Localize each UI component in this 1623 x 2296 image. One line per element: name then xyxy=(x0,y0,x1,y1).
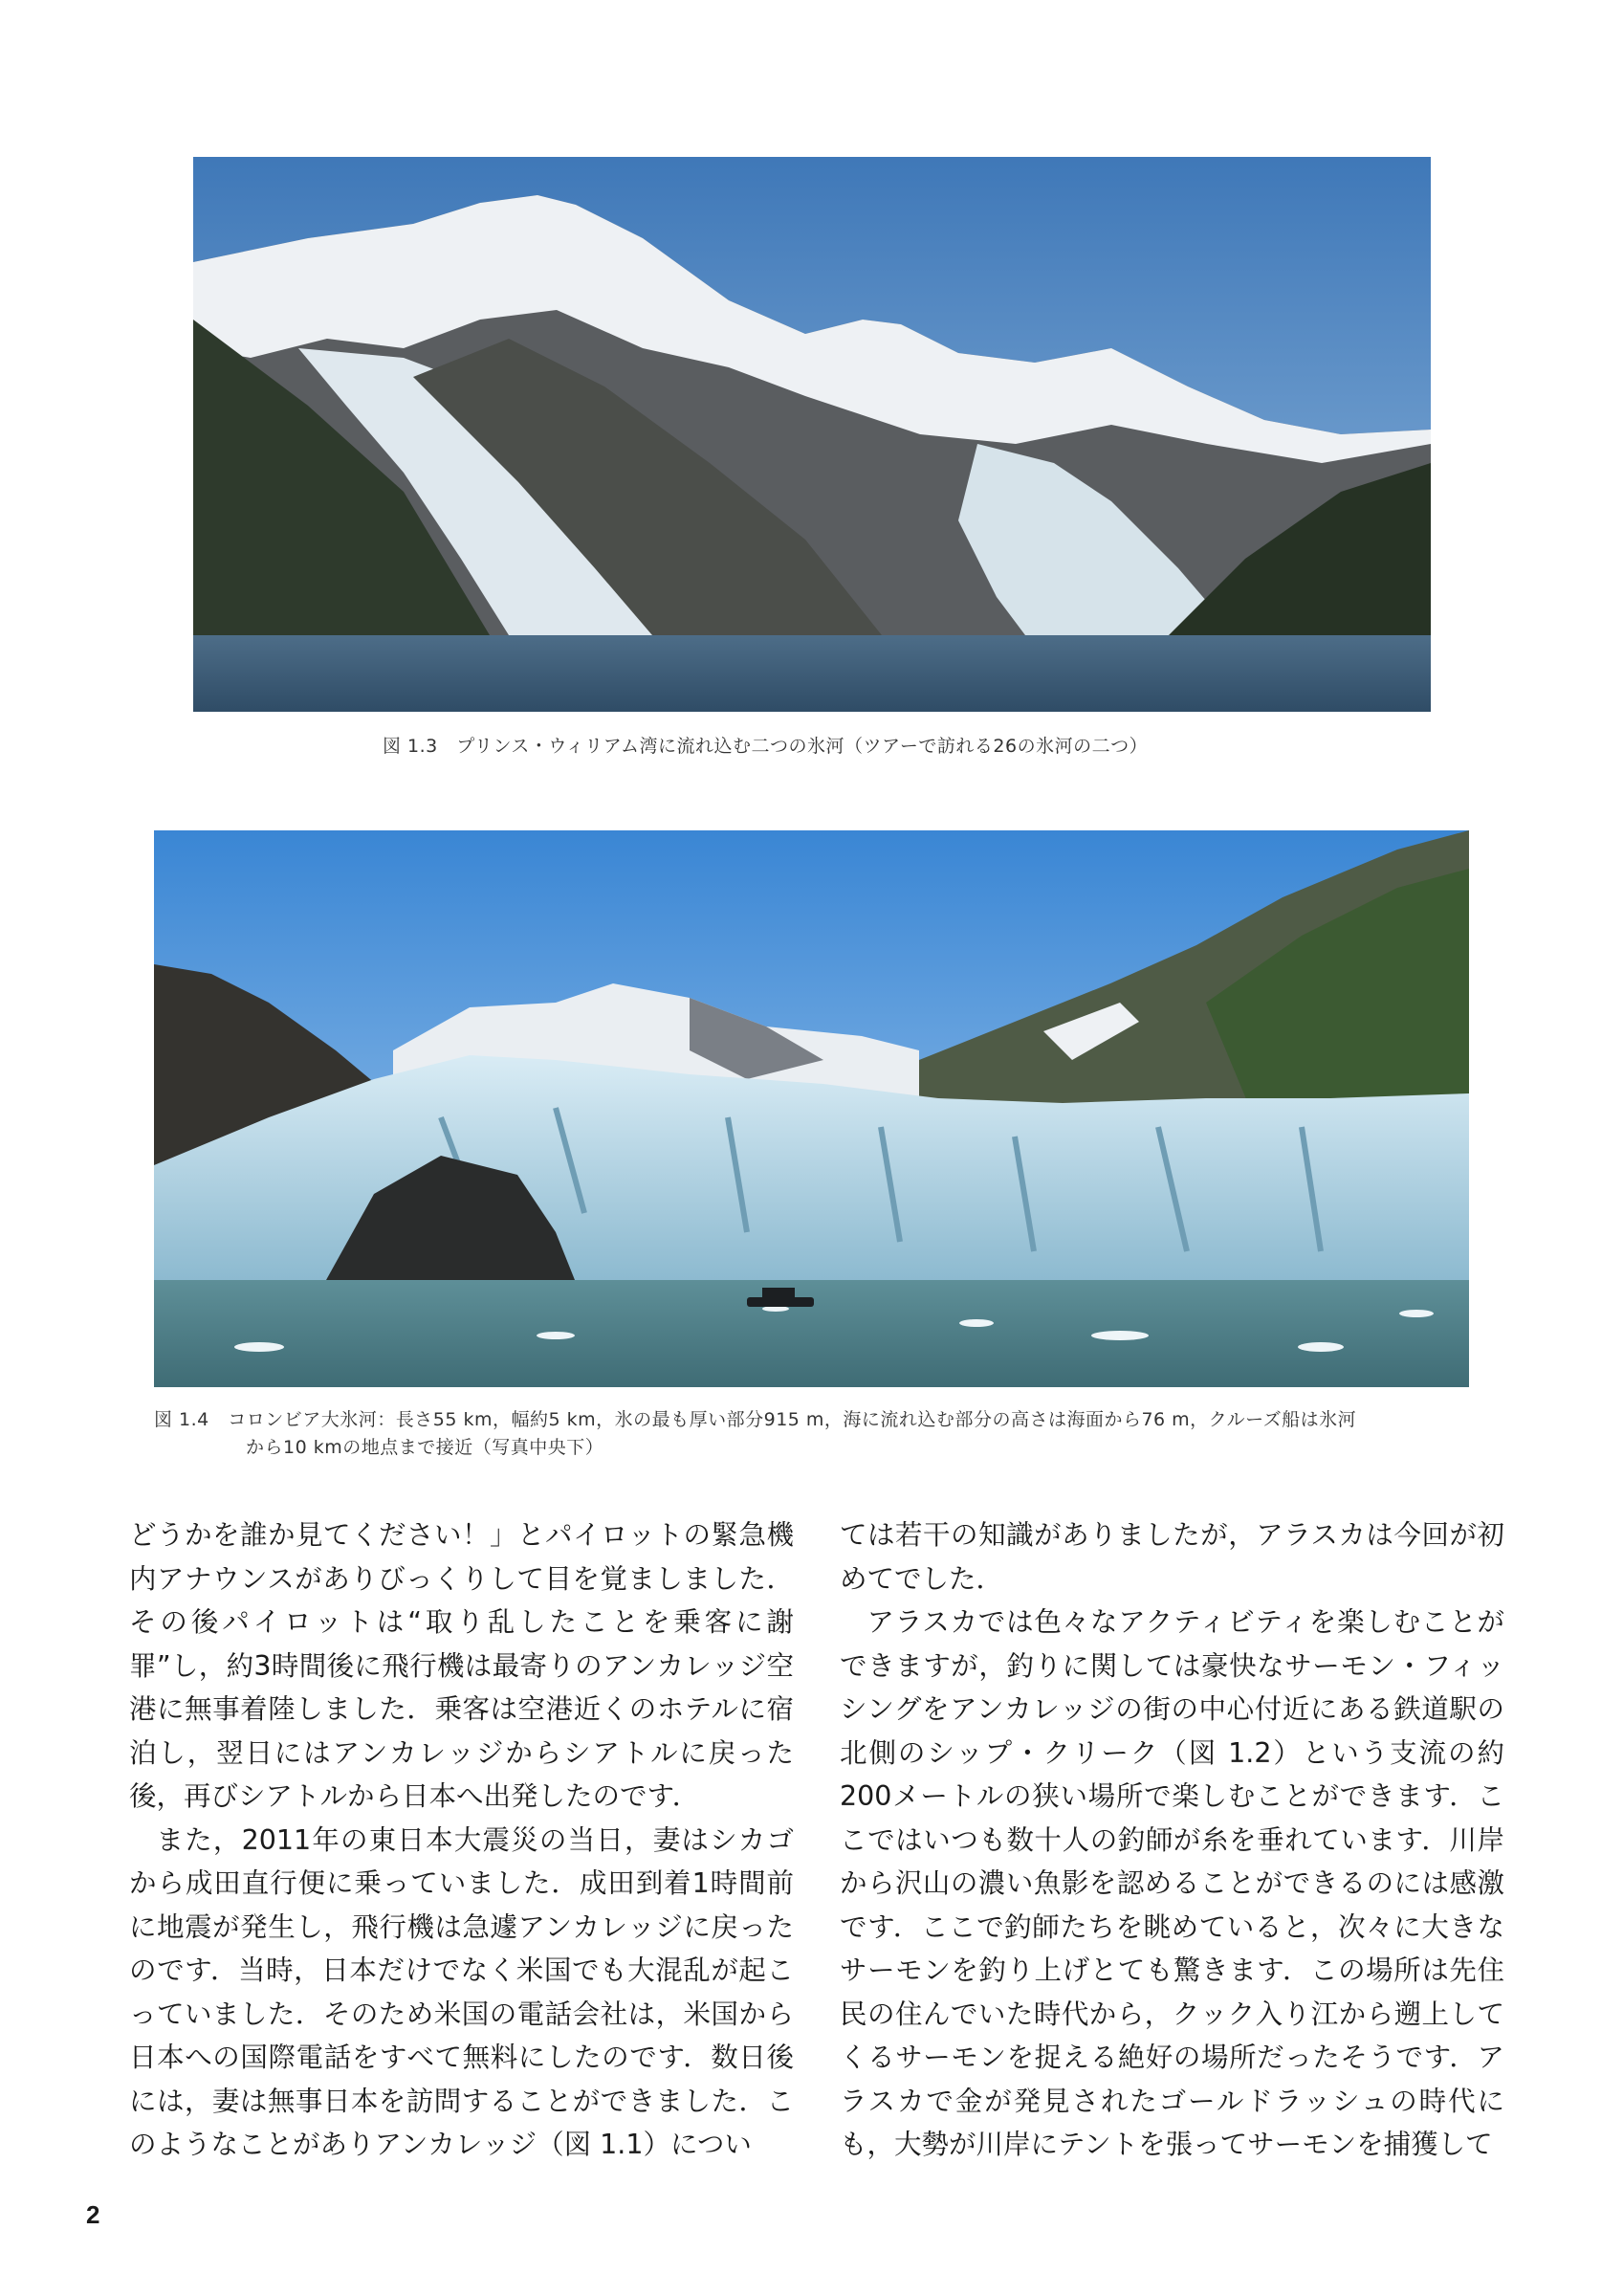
figure-1-4-caption xyxy=(154,1406,1474,1462)
body-paragraph: ては若干の知識がありましたが，アラスカは今回が初めてでした． xyxy=(840,1519,1504,1595)
figure-1-4-caption-line2: から10 kmの地点まで接近（写真中央下） xyxy=(246,1437,604,1458)
figure-1-3-caption: 図 1.3 プリンス・ウィリアム湾に流れ込む二つの氷河（ツアーで訪れる26の氷河の二つ） xyxy=(383,736,1149,757)
figure-1-3-photo xyxy=(193,157,1431,712)
body-paragraph: アラスカでは色々なアクティビティを楽しむことができますが，釣りに関しては豪快なサーモン・フィッシングをアンカレッジの街の中心付近にある鉄道駅の北側のシップ・クリーク（図 1.2）という支流の約200メートルの狭い場所で楽しむことができます．ここではいつも数十人の釣師が糸を垂れています．川岸から沢山の濃い魚影を認めることができるのには感激です．ここで釣師たちを眺めていると，次々に大きなサーモンを釣り上げとても驚きます．この場所は先住民の住んでいた時代から，クック入り江から遡上してくるサーモンを捉える絶好の場所だったそうです．アラスカで金が発見されたゴールドラッシュの時代にも，大勢が川岸にテントを張ってサーモンを捕獲して xyxy=(840,1606,1504,2160)
figure-1-4-photo xyxy=(154,830,1469,1387)
body-paragraph: どうかを誰か見てください！」とパイロットの緊急機内アナウンスがありびっくりして目を覚ましました．その後パイロットは“取り乱したことを乗客に謝罪”し，約3時間後に飛行機は最寄りのアンカレッジ空港に無事着陸しました．乗客は空港近くのホテルに宿泊し，翌日にはアンカレッジからシアトルに戻った後，再びシアトルから日本へ出発したのです． xyxy=(129,1519,794,1812)
body-right-column xyxy=(840,1513,1504,2167)
body-paragraph: また，2011年の東日本大震災の当日，妻はシカゴから成田直行便に乗っていました．成田到着1時間前に地震が発生し，飛行機は急遽アンカレッジに戻ったのです．当時，日本だけでなく米国でも大混乱が起こっていました．そのため米国の電話会社は，米国から日本への国際電話をすべて無料にしたのです．数日後には，妻は無事日本を訪問することができました．このようなことがありアンカレッジ（図 1.1）につい xyxy=(129,1823,794,2160)
body-left-column xyxy=(129,1513,794,2167)
figure-1-4-caption-line1: 図 1.4 コロンビア大氷河：長さ55 km，幅約5 km，氷の最も厚い部分915 m，海に流れ込む部分の高さは海面から76 m，クルーズ船は氷河 xyxy=(154,1409,1357,1430)
page-number: 2 xyxy=(86,2200,100,2229)
